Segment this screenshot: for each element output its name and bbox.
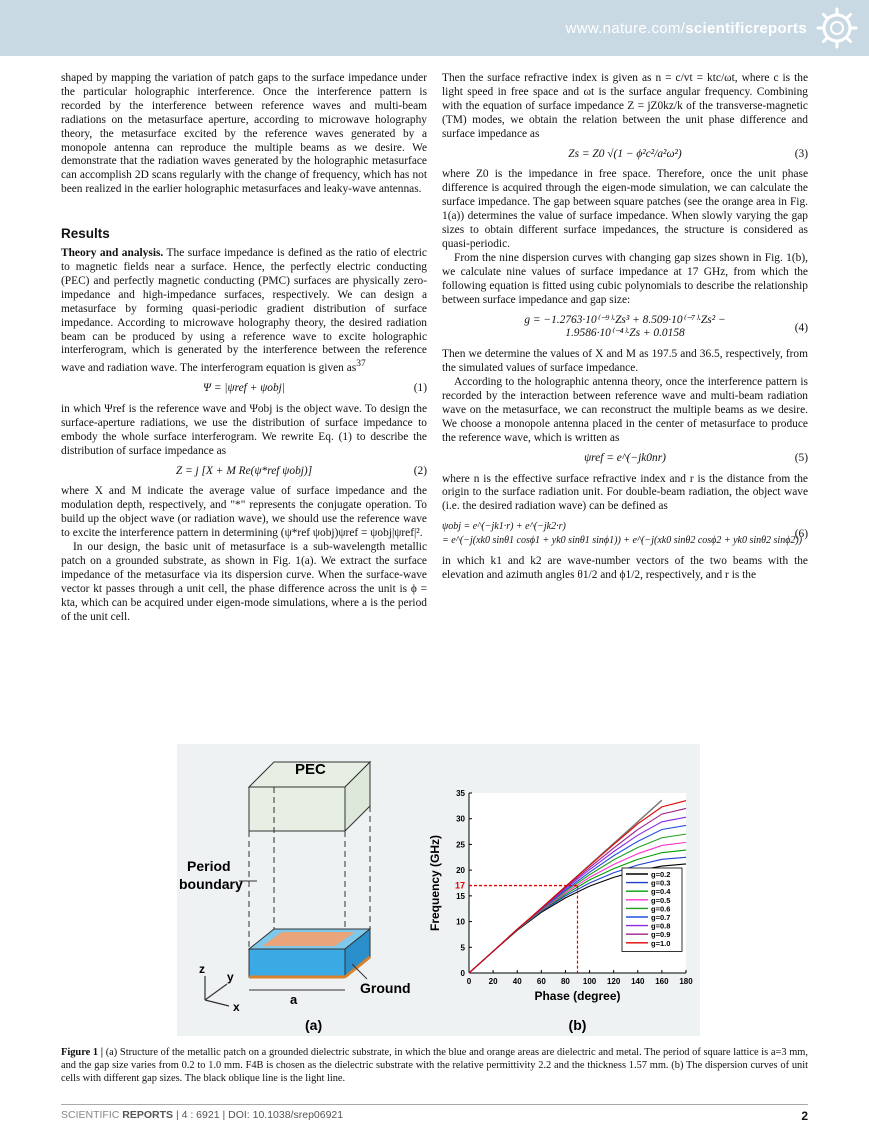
y-tick-label: 25: [456, 840, 465, 850]
period-boundary-label-2: boundary: [179, 876, 243, 892]
x-tick-label: 140: [631, 977, 645, 986]
object-wave-paragraph: where n is the effective surface refractive index and r is the distance from the origin to the surface radiation unit. For double-beam radiation, the object wave (i.e. the desired radiation wave) can be defined as: [442, 472, 808, 513]
equation-4-line-2: 1.9586·10⁽⁻⁴⁾·Zs + 0.0158: [565, 327, 685, 340]
after-eq2-paragraph: where X and M indicate the average value of surface impedance and the modulation depth, respectively, and "*" represents the conjugate operation. To build up the object wave (or radiation wave), we should use the reference wave to excite the interference pattern in determining (ψ*ref ψobj)ψref = ψobj|ψref|².: [61, 485, 427, 540]
legend-label: g=0.4: [651, 887, 671, 897]
pec-front-face: [249, 787, 345, 831]
x-tick-label: 180: [679, 977, 693, 986]
legend-label: g=0.9: [651, 930, 671, 940]
intro-paragraph: shaped by mapping the variation of patch gaps to the surface impedance under the particular holographic interference. Once the interference pattern is recorded by the interference between reference waves and multi-beam radiations on the metasurface aperture, according to microwave holography theory, the metasurface excited by the reference waves generated by a monopole antenna can reproduce the multiple beams as we desire. We demonstrate that the radiation waves generated by the holographic metasurface can accomplish 2D scans regularly with the change of frequency, which has not been realized in the earlier holographic metasurfaces and leaky-wave antennas.: [61, 72, 427, 196]
page-footer: [61, 1104, 808, 1121]
journal-url[interactable]: [566, 20, 807, 37]
equation-3-number: (3): [794, 147, 808, 160]
legend-label: g=0.5: [651, 895, 671, 905]
right-column: [442, 72, 808, 583]
y-tick-label: 10: [456, 917, 465, 927]
x-tick-label: 120: [606, 977, 621, 986]
period-a-label: a: [290, 992, 298, 1007]
equation-6: [442, 520, 808, 548]
left-column: [61, 72, 427, 625]
y-tick-label: 20: [456, 866, 465, 876]
y-tick-label: 35: [456, 789, 465, 798]
figure-1b-dispersion-chart: [417, 744, 700, 1036]
x-tick-label: 100: [582, 977, 597, 986]
equation-2-body: Z = j [X + M Re(ψ*ref ψobj)]: [175, 464, 313, 477]
reference-17-label: 17: [454, 880, 465, 891]
legend-label: g=0.6: [651, 904, 671, 914]
axis-y-label: y: [227, 970, 234, 984]
equation-5: [442, 452, 808, 466]
equation-3-body: Zs = Z0 √(1 − ϕ²c²/a²ω²): [568, 147, 682, 160]
footer-brand-light: SCIENTIFIC: [61, 1109, 123, 1121]
equation-5-number: (5): [794, 451, 808, 464]
theory-paragraph: Theory and analysis. The surface impedance is defined as the ratio of electric to magnetic fields near a surface. Hence, the perfectly electric conducting (PEC) and perfectly magnetic conducting (PMC) surfaces are physically zero-impedance and high-impedance surfaces, respectively. We can design a metasurface by forming quasi-periodic gradient distribution of surface impedance. According to microwave holography theory, the desired radiation beam can be produced by using a reference wave to excite holographic interferogram, which is generated by the interference between the reference wave and radiation wave. The interferogram equation is given $as^{37}$: [61, 247, 427, 375]
journal-logo-icon: [815, 6, 859, 50]
legend-label: g=0.8: [651, 921, 671, 931]
equation-6-number: (6): [794, 528, 808, 541]
after-eq1-paragraph: in which Ψref is the reference wave and Ψobj is the object wave. To design the surface-aperture radiations, we use the distribution of surface impedance to embody the whole surface interferogram. We rewrite Eq. (1) to describe the distribution of surface impedance as: [61, 402, 427, 457]
refractive-index-paragraph: Then the surface refractive index is given as n = c/vt = ktc/ωt, where c is the light speed in free space and ωt is the surface angular frequency. Combining with the equation of surface impedance Z = jZ0kz/k of the transverse-magnetic (TM) modes, we obtain the relation between the unit phase difference and surface impedance as: [442, 72, 808, 140]
design-paragraph: In our design, the basic unit of metasurface is a sub-wavelength metallic patch on a grounded substrate, as shown in Fig. 1(a). We extract the surface impedance of the metasurface via its dispersion curve. When the surface-wave vector kt passes through a unit cell, the phase difference across the unit is ϕ = kta, which can be acquired under eigen-mode simulations, where a is the period of the unit cell.: [61, 541, 427, 623]
substrate-front: [249, 949, 345, 977]
y-tick-label: 0: [460, 969, 465, 978]
equation-4: [442, 314, 808, 342]
pec-label: PEC: [295, 761, 326, 778]
caption-lead: Figure 1 |: [61, 1047, 106, 1058]
y-tick-label: 5: [460, 943, 465, 953]
page-number: 2: [801, 1109, 808, 1123]
legend-label: g=1.0: [651, 938, 671, 948]
ground-label: Ground: [360, 980, 411, 996]
figure-1: [177, 744, 700, 1036]
xm-values-paragraph: Then we determine the values of X and M as 197.5 and 36.5, respectively, from the simulated values of surface impedance.: [442, 348, 808, 375]
x-tick-label: 60: [536, 977, 546, 986]
legend-label: g=0.2: [651, 870, 671, 879]
equation-4-line-1: g = −1.2763·10⁽⁻⁹⁾·Zs³ + 8.509·10⁽⁻⁷⁾·Zs² −: [524, 313, 726, 326]
equation-6-line-2: = e^(−j(xk0 sinθ1 cosϕ1 + yk0 sinθ1 sinϕ1)) + e^(−j(xk0 sinθ2 cosϕ2 + yk0 sinθ2 sinϕ2)): [442, 535, 803, 547]
x-tick-label: 20: [488, 977, 498, 986]
panel-a-label: (a): [305, 1017, 323, 1033]
equation-1-body: Ψ = |ψref + ψobj|: [203, 382, 285, 395]
url-prefix: www.nature.com/: [565, 20, 686, 37]
wave-vector-paragraph: in which k1 and k2 are wave-number vectors of the two beams with the elevation and azimuth angles θ1/2 and ϕ1/2, respectively, and r is the: [442, 555, 808, 581]
footer-meta: | 4 : 6921 | DOI: 10.1038/srep06921: [173, 1109, 344, 1121]
x-axis-title: Phase (degree): [534, 989, 621, 1003]
x-tick-label: 0: [466, 977, 472, 986]
journal-header: [0, 0, 869, 56]
y-tick-label: 30: [456, 814, 465, 824]
results-heading: Results: [61, 226, 110, 242]
equation-2: [61, 465, 427, 479]
axis-z-label: z: [199, 962, 205, 976]
x-tick-label: 160: [655, 977, 669, 986]
legend-label: g=0.7: [651, 913, 671, 922]
axis-x-label: x: [233, 1000, 240, 1014]
panel-b-label: (b): [568, 1017, 587, 1033]
caption-text: (a) Structure of the metallic patch on a grounded dielectric substrate, in which the blue and orange areas are dielectric and metal. The period of square lattice is a=3 mm, and the gap size varies from 0.2 to 1.0 mm. F4B is chosen as the dielectric substrate with the relative permittivity 2.2 and the thickness 1.57 mm. (b) The dispersion curves of unit cells with different gap sizes. The black oblique line is the light line.: [61, 1047, 808, 1084]
figure-1a-unit-cell: [177, 744, 417, 1036]
equation-2-number: (2): [413, 464, 427, 477]
y-tick-label: 15: [456, 891, 465, 901]
x-tick-label: 40: [512, 977, 522, 986]
impedance-paragraph: where Z0 is the impedance in free space. Therefore, once the unit phase difference is acquired through the eigen-mode simulation, we can calculate the surface impedance. The gap between square patches (see the orange area in Fig. 1(a)) determines the value of surface impedance. When slowly varying the gap sizes to obtain different surface impedances, the structure is considered as quasi-periodic.: [442, 168, 808, 250]
equation-6-line-1: ψobj = e^(−jk1·r) + e^(−jk2·r): [442, 521, 566, 533]
equation-5-body: ψref = e^(−jk0nr): [584, 451, 666, 464]
equation-1: [61, 382, 427, 396]
theory-text: The surface impedance is defined as the ratio of electric to magnetic fields near a surface. Hence, the perfectly electric conducting (PEC) and perfectly magnetic conducting (PMC) surfaces are physically zero-impedance and high-impedance surfaces, respectively. We can design a metasurface by forming quasi-periodic gradient distribution of surface impedance. According to microwave holography theory, the desired radiation beam can be produced by using a reference wave to excite holographic interferogram, which is generated by the interference between the reference wave and radiation wave. The interferogram equation is given as: [61, 247, 427, 375]
footer-brand-bold: REPORTS: [122, 1109, 174, 1121]
url-journal: scientificreports: [685, 20, 807, 37]
legend-label: g=0.3: [651, 878, 671, 888]
figure-caption: [61, 1046, 808, 1085]
equation-3: [442, 148, 808, 162]
holographic-theory-paragraph: According to the holographic antenna theory, once the interference pattern is recorded by the interaction between reference wave and multi-beam radiation wave on the metasurface, we can reconstruct the multiple beams as we desire. We choose a monopole antenna placed in the center of metasurface to produce the reference wave, which is written as: [442, 376, 808, 444]
equation-1-number: (1): [413, 382, 427, 395]
x-tick-label: 80: [560, 977, 570, 986]
dispersion-paragraph: From the nine dispersion curves with changing gap sizes shown in Fig. 1(b), we calculate nine values of surface impedance at 17 GHz, from which the following equation is fitted using cubic polynomials to describe the relationship between surface impedance and gap size:: [442, 251, 808, 306]
equation-4-number: (4): [794, 321, 808, 334]
coordinate-axes: [205, 976, 229, 1006]
period-boundary-label-1: Period: [187, 858, 231, 874]
y-axis-title: Frequency (GHz): [428, 834, 442, 932]
theory-lead: Theory and analysis.: [61, 247, 164, 260]
